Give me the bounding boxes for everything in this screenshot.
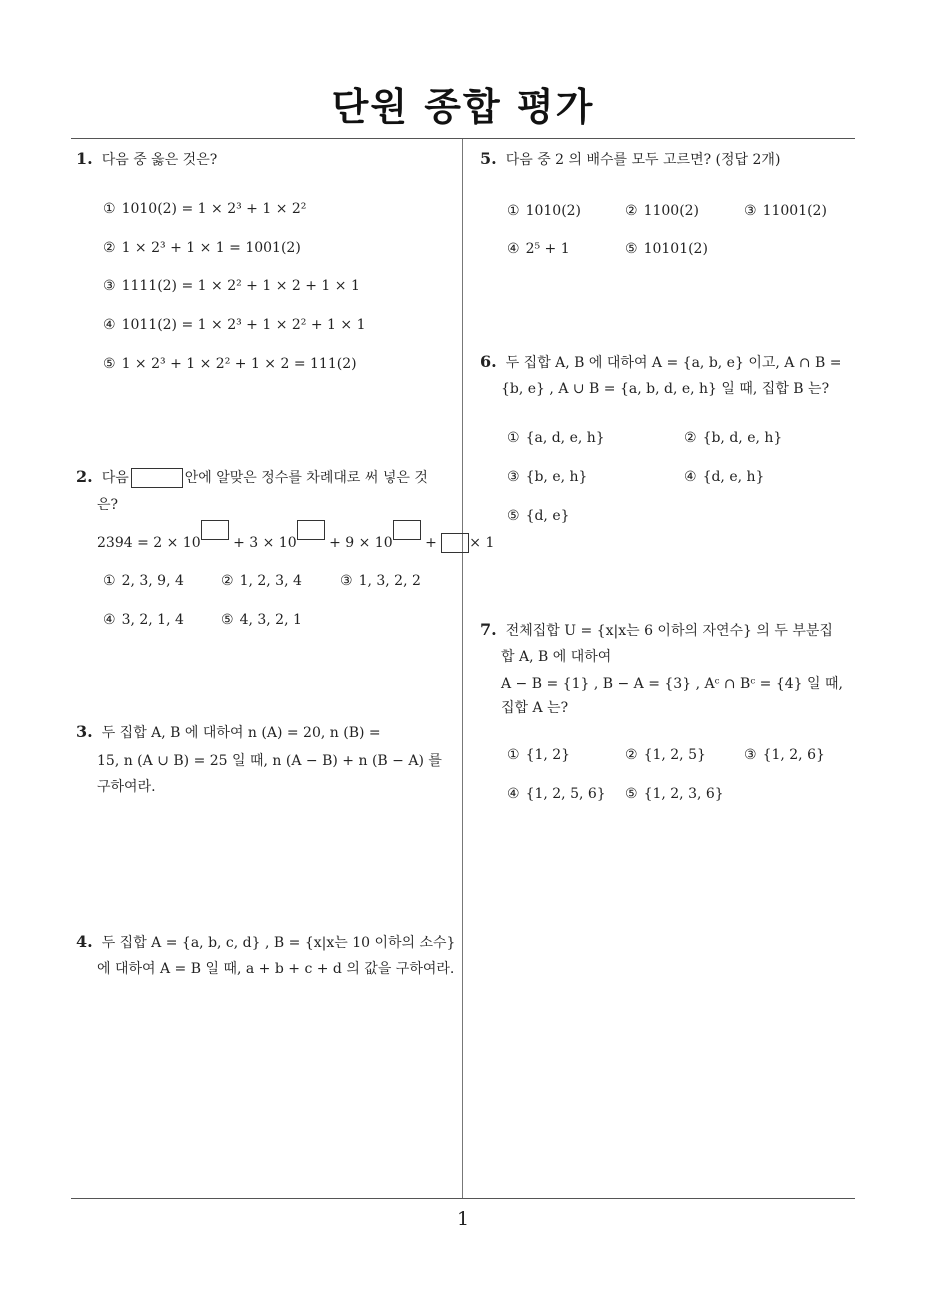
option-text: {b, d, e, h} <box>702 430 783 446</box>
option-marker: ④ <box>103 317 116 333</box>
option-text: {1, 2, 5, 6} <box>525 786 606 802</box>
option-text: {1, 2, 5} <box>643 747 706 763</box>
option-text: 4, 3, 2, 1 <box>239 612 302 628</box>
question-6-text: 두 집합 A, B 에 대하여 A = {a, b, e} 이고, A ∩ B = <box>505 355 842 371</box>
option-marker: ① <box>103 201 116 217</box>
option-marker: ⑤ <box>625 241 638 257</box>
option-marker: ③ <box>340 573 353 589</box>
question-6-line-1 <box>480 352 841 372</box>
page-title: 단원 종합 평가 <box>331 85 595 129</box>
question-1-option-3[interactable] <box>103 278 360 294</box>
question-1 <box>76 146 217 173</box>
question-2-option-1[interactable] <box>103 573 184 589</box>
question-4-line-2: 에 대하여 A = B 일 때, a + b + c + d 의 값을 구하여라. <box>97 961 455 977</box>
question-1-option-2[interactable] <box>103 240 301 256</box>
question-3-text: 두 집합 A, B 에 대하여 n (A) = 20, n (B) = <box>101 725 381 741</box>
question-1-option-5[interactable] <box>103 356 357 372</box>
option-text: 1010(2) <box>525 203 582 219</box>
option-text: {1, 2, 6} <box>762 747 825 763</box>
option-marker: ② <box>625 203 638 219</box>
question-7-option-4[interactable] <box>507 786 606 802</box>
question-6-option-1[interactable] <box>507 430 605 446</box>
question-6-option-4[interactable] <box>684 469 764 485</box>
question-7-line-2: 합 A, B 에 대하여 <box>501 649 612 665</box>
question-3-line-2: 15, n (A ∪ B) = 25 일 때, n (A − B) + n (B − A) 를 <box>97 753 442 769</box>
option-text: {d, e, h} <box>702 469 765 485</box>
option-marker: ③ <box>103 278 116 294</box>
option-text: 1100(2) <box>643 203 700 219</box>
option-marker: ② <box>103 240 116 256</box>
option-marker: ⑤ <box>507 508 520 524</box>
option-text: 1 × 2³ + 1 × 2² + 1 × 2 = 111(2) <box>121 356 357 372</box>
question-7-option-1[interactable] <box>507 747 570 763</box>
option-text: {d, e} <box>525 508 570 524</box>
option-marker: ① <box>507 203 520 219</box>
question-5-option-5[interactable] <box>625 241 708 257</box>
page-number: 1 <box>456 1208 470 1230</box>
option-text: 1010(2) = 1 × 2³ + 1 × 2² <box>121 201 307 217</box>
question-6-number: 6. <box>480 352 497 371</box>
option-marker: ④ <box>507 241 520 257</box>
option-text: 1111(2) = 1 × 2² + 1 × 2 + 1 × 1 <box>121 278 360 294</box>
question-2-option-5[interactable] <box>221 612 302 628</box>
question-4-text: 두 집합 A = {a, b, c, d} , B = {x|x는 10 이하의 소수} <box>101 935 456 951</box>
option-marker: ③ <box>507 469 520 485</box>
question-1-number: 1. <box>76 149 93 168</box>
question-2-line-1 <box>76 467 428 488</box>
question-5-option-3[interactable] <box>744 203 827 219</box>
question-5-option-1[interactable] <box>507 203 581 219</box>
question-6-option-3[interactable] <box>507 469 587 485</box>
exponent-blank-box[interactable] <box>201 520 229 540</box>
option-marker: ④ <box>684 469 697 485</box>
option-marker: ⑤ <box>221 612 234 628</box>
question-2-option-4[interactable] <box>103 612 184 628</box>
question-2-number: 2. <box>76 467 93 486</box>
question-5-text: 다음 중 2 의 배수를 모두 고르면? (정답 2개) <box>505 152 781 168</box>
top-rule <box>71 138 855 139</box>
option-marker: ⑤ <box>103 356 116 372</box>
question-2-option-2[interactable] <box>221 573 302 589</box>
question-6-option-5[interactable] <box>507 508 570 524</box>
question-6-line-2: {b, e} , A ∪ B = {a, b, d, e, h} 일 때, 집합 B 는? <box>501 381 830 397</box>
question-7-option-2[interactable] <box>625 747 706 763</box>
exponent-blank-box[interactable] <box>297 520 325 540</box>
question-1-text: 다음 중 옳은 것은? <box>101 152 218 168</box>
option-text: 1011(2) = 1 × 2³ + 1 × 2² + 1 × 1 <box>121 317 366 333</box>
option-text: 10101(2) <box>643 241 708 257</box>
question-5 <box>480 146 780 173</box>
column-divider <box>462 139 463 1198</box>
option-text: 11001(2) <box>762 203 827 219</box>
question-7-option-5[interactable] <box>625 786 724 802</box>
option-marker: ③ <box>744 203 757 219</box>
exponent-blank-box[interactable] <box>393 520 421 540</box>
question-5-option-2[interactable] <box>625 203 699 219</box>
question-7-line-3: A − B = {1} , B − A = {3} , Aᶜ ∩ Bᶜ = {4} 일 때, <box>501 676 843 692</box>
question-7-line-1 <box>480 620 833 640</box>
question-3-number: 3. <box>76 722 93 741</box>
question-2-line-2: 은? <box>97 497 119 513</box>
option-text: 2, 3, 9, 4 <box>121 573 184 589</box>
option-text: {1, 2} <box>525 747 571 763</box>
option-marker: ② <box>221 573 234 589</box>
equation-part: + 9 × 10 <box>329 535 393 551</box>
option-text: {b, e, h} <box>525 469 588 485</box>
question-3-line-3: 구하여라. <box>97 779 156 795</box>
option-text: 3, 2, 1, 4 <box>121 612 184 628</box>
option-text: 1, 3, 2, 2 <box>358 573 421 589</box>
option-text: {a, d, e, h} <box>525 430 605 446</box>
question-2-text-a: 다음 <box>101 470 129 486</box>
option-marker: ③ <box>744 747 757 763</box>
option-marker: ① <box>103 573 116 589</box>
option-marker: ⑤ <box>625 786 638 802</box>
coefficient-blank-box[interactable] <box>441 533 469 553</box>
question-4-number: 4. <box>76 932 93 951</box>
question-7-text: 전체집합 U = {x|x는 6 이하의 자연수} 의 두 부분집 <box>505 623 833 639</box>
question-7-option-3[interactable] <box>744 747 825 763</box>
question-1-option-4[interactable] <box>103 317 365 333</box>
equation-part: × 1 <box>469 535 495 551</box>
answer-blank-box <box>131 468 183 488</box>
option-marker: ① <box>507 430 520 446</box>
question-2-option-3[interactable] <box>340 573 421 589</box>
question-1-option-1[interactable] <box>103 201 306 217</box>
option-marker: ④ <box>103 612 116 628</box>
question-5-number: 5. <box>480 149 497 168</box>
option-marker: ④ <box>507 786 520 802</box>
question-6-option-2[interactable] <box>684 430 782 446</box>
question-2-text-b: 안에 알맞은 정수를 차례대로 써 넣은 것 <box>184 470 428 486</box>
bottom-rule <box>71 1198 855 1199</box>
question-7-number: 7. <box>480 620 497 639</box>
equation-part: 2394 = 2 × 10 <box>97 535 201 551</box>
option-text: 1, 2, 3, 4 <box>239 573 302 589</box>
option-text: {1, 2, 3, 6} <box>643 786 724 802</box>
option-marker: ② <box>625 747 638 763</box>
question-4-line-1 <box>76 932 455 952</box>
option-text: 2⁵ + 1 <box>525 241 570 257</box>
option-marker: ① <box>507 747 520 763</box>
equation-part: + <box>425 535 437 551</box>
equation-part: + 3 × 10 <box>233 535 297 551</box>
question-7-line-4: 집합 A 는? <box>501 700 569 716</box>
question-2-equation <box>97 520 494 553</box>
question-3-line-1 <box>76 722 381 742</box>
question-5-option-4[interactable] <box>507 241 570 257</box>
option-text: 1 × 2³ + 1 × 1 = 1001(2) <box>121 240 301 256</box>
option-marker: ② <box>684 430 697 446</box>
